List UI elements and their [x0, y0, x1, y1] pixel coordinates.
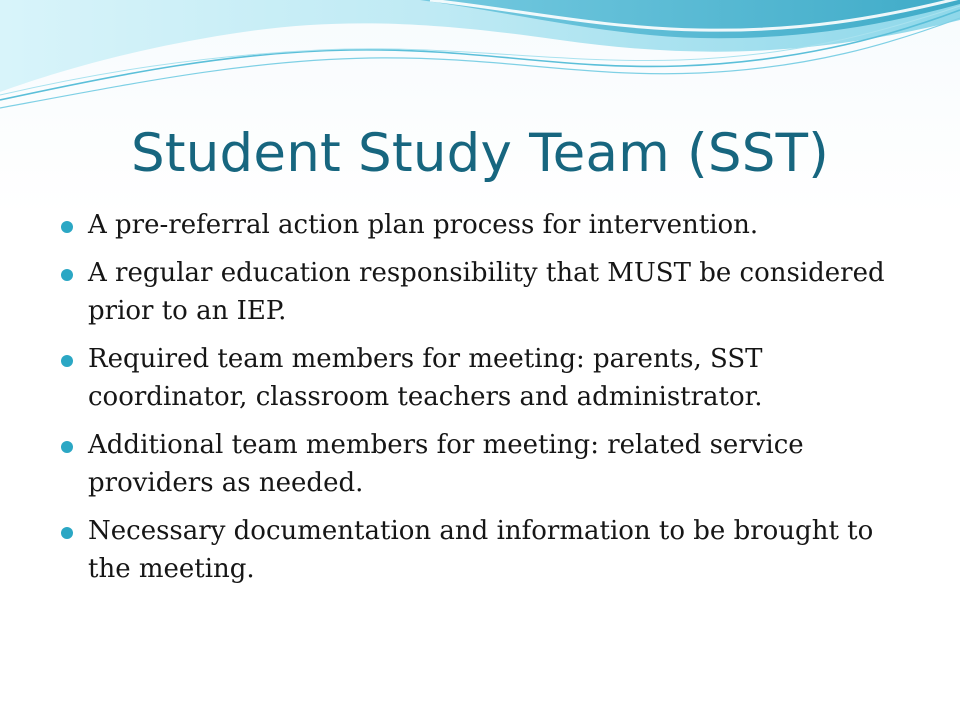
bullet-dot-icon: [61, 527, 73, 539]
bullet-item: [60, 426, 910, 502]
bullet-list: [60, 206, 910, 598]
bullet-dot-icon: [61, 221, 73, 233]
bullet-text: A regular education responsibility that MUST be considered prior to an IEP.: [88, 258, 885, 326]
bullet-dot-icon: [61, 355, 73, 367]
header-wave-decoration: [0, 0, 960, 120]
bullet-dot-icon: [61, 269, 73, 281]
bullet-text: A pre-referral action plan process for intervention.: [88, 210, 759, 240]
bullet-item: [60, 512, 910, 588]
bullet-text: Additional team members for meeting: related service providers as needed.: [88, 430, 804, 498]
bullet-text: Required team members for meeting: parents, SST coordinator, classroom teachers and administrator.: [88, 344, 763, 412]
slide-title: Student Study Team (SST): [130, 123, 830, 184]
bullet-item: [60, 254, 910, 330]
bullet-dot-icon: [61, 441, 73, 453]
bullet-text: Necessary documentation and information to be brought to the meeting.: [88, 516, 874, 584]
bullet-item: [60, 340, 910, 416]
bullet-item: [60, 206, 910, 244]
